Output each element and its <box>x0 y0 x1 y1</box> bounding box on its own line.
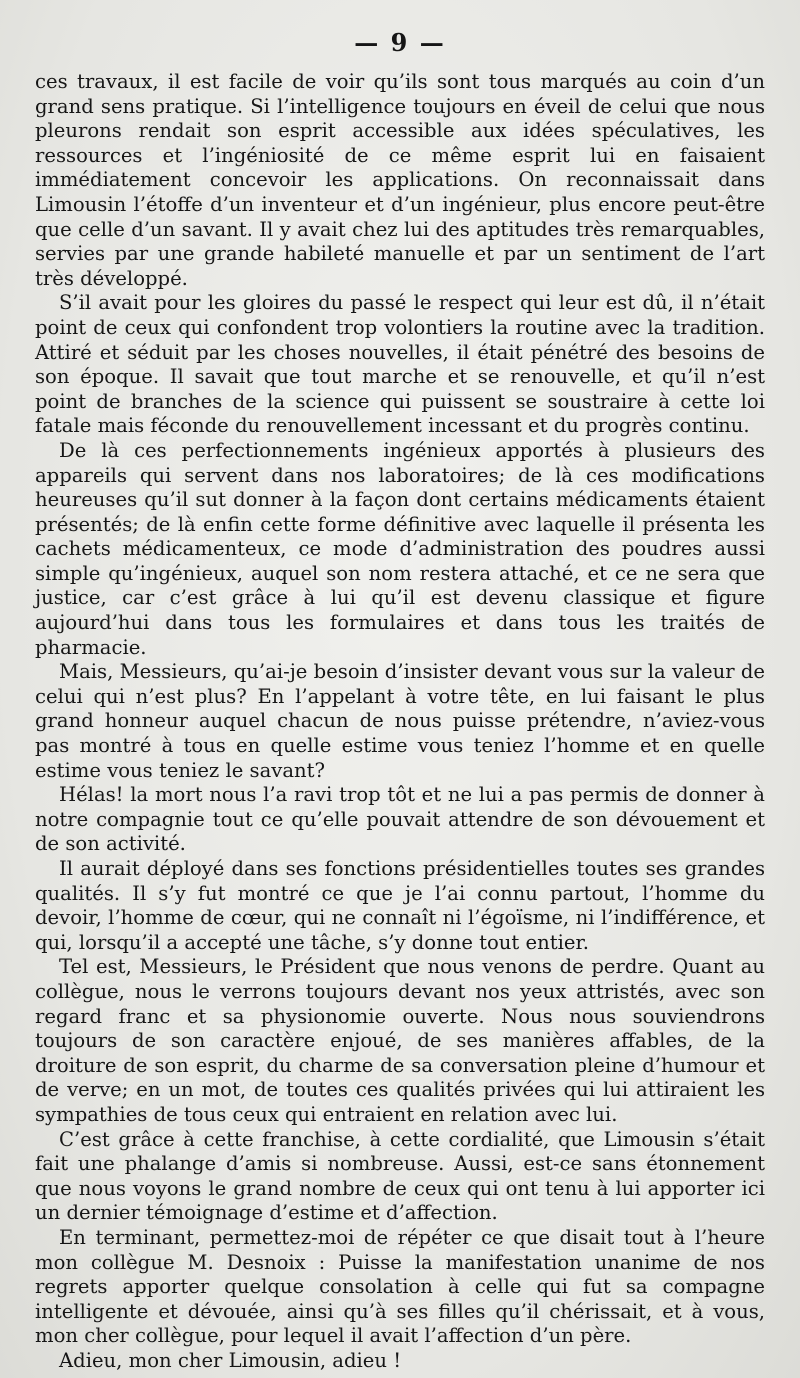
paragraph-2: S’il avait pour les gloires du passé le respect qui leur est dû, il n’était point de ceux qui confondent trop volontiers la routine avec la tradition. Attiré et séduit par les choses nouvelles, il était pénétré des besoins de son époque. Il savait que tout marche et se renouvelle, et qu’il n’est point de branches de la science qui puissent se soustraire à cette loi fatale mais féconde du renouvellement incessant et du progrès continu. <box>35 291 765 438</box>
paragraph-3: De là ces perfectionnements ingénieux apportés à plusieurs des appareils qui servent dans nos laboratoires; de là ces modifications heureuses qu’il sut donner à la façon dont certains médicaments étaient présentés; de là enfin cette forme définitive avec laquelle il présenta les cachets médicamenteux, ce mode d’administration des poudres aussi simple qu’ingénieux, auquel son nom restera attaché, et ce ne sera que justice, car c’est grâce à lui qu’il est devenu classique et figure aujourd’hui dans tous les formulaires et dans tous les traités de pharmacie. <box>35 438 765 659</box>
paragraph-4: Mais, Messieurs, qu’ai-je besoin d’insister devant vous sur la valeur de celui qui n’est plus? En l’appelant à votre tête, en lui faisant le plus grand honneur auquel chacun de nous puisse prétendre, n’aviez-vous pas montré à tous en quelle estime vous teniez l’homme et en quelle estime vous teniez le savant? <box>35 660 765 782</box>
paragraph-5: Hélas! la mort nous l’a ravi trop tôt et ne lui a pas permis de donner à notre compagnie tout ce qu’elle pouvait attendre de son dévouement et de son activité. <box>35 783 765 856</box>
paragraph-9: En terminant, permettez-moi de répéter ce que disait tout à l’heure mon collègue M. Desnoix : Puisse la manifestation unanime de nos regrets apporter quelque consolation à celle qui fut sa compagne intelligente et dévouée, ainsi qu’à ses filles qu’il chérissait, et à vous, mon cher collègue, pour lequel il avait l’affection d’un père. <box>35 1225 765 1348</box>
paragraph-1: ces travaux, il est facile de voir qu’ils sont tous marqués au coin d’un grand sens pratique. Si l’intelligence toujours en éveil de celui que nous pleurons rendait son esprit accessible aux idées spéculatives, les ressources et l’ingéniosité de ce même esprit lui en faisaient immédiatement concevoir les applications. On reconnaissait dans Limousin l’étoffe d’un inventeur et d’un ingénieur, plus encore peut-être que celle d’un savant. Il y avait chez lui des aptitudes très remarquables, servies par une grande habileté manuelle et par un sentiment de l’art très développé. <box>35 70 765 290</box>
page-number: — 9 — <box>354 28 446 57</box>
paragraph-8: C’est grâce à cette franchise, à cette cordialité, que Limousin s’était fait une phalange d’amis si nombreuse. Aussi, est-ce sans étonnement que nous voyons le grand nombre de ceux qui ont tenu à lui apporter ici un dernier témoignage d’estime et d’affection. <box>35 1127 765 1225</box>
paragraph-7: Tel est, Messieurs, le Président que nous venons de perdre. Quant au collègue, nous le verrons toujours devant nos yeux attristés, avec son regard franc et sa physionomie ouverte. Nous nous souviendrons toujours de son caractère enjoué, de ses manières affables, de la droiture de son esprit, du charme de sa conversation pleine d’humour et de verve; en un mot, de toutes ces qualités privées qui lui attiraient les sympathies de tous ceux qui entraient en relation avec lui. <box>35 955 765 1126</box>
paragraph-10: Adieu, mon cher Limousin, adieu ! <box>59 1348 402 1372</box>
paragraph-6: Il aurait déployé dans ses fonctions présidentielles toutes ses grandes qualités. Il s’y fut montré ce que je l’ai connu partout, l’homme du devoir, l’homme de cœur, qui ne connaît ni l’égoïsme, ni l’indifférence, et qui, lorsqu’il a accepté une tâche, s’y donne tout entier. <box>35 857 765 954</box>
body-text <box>35 70 765 1373</box>
